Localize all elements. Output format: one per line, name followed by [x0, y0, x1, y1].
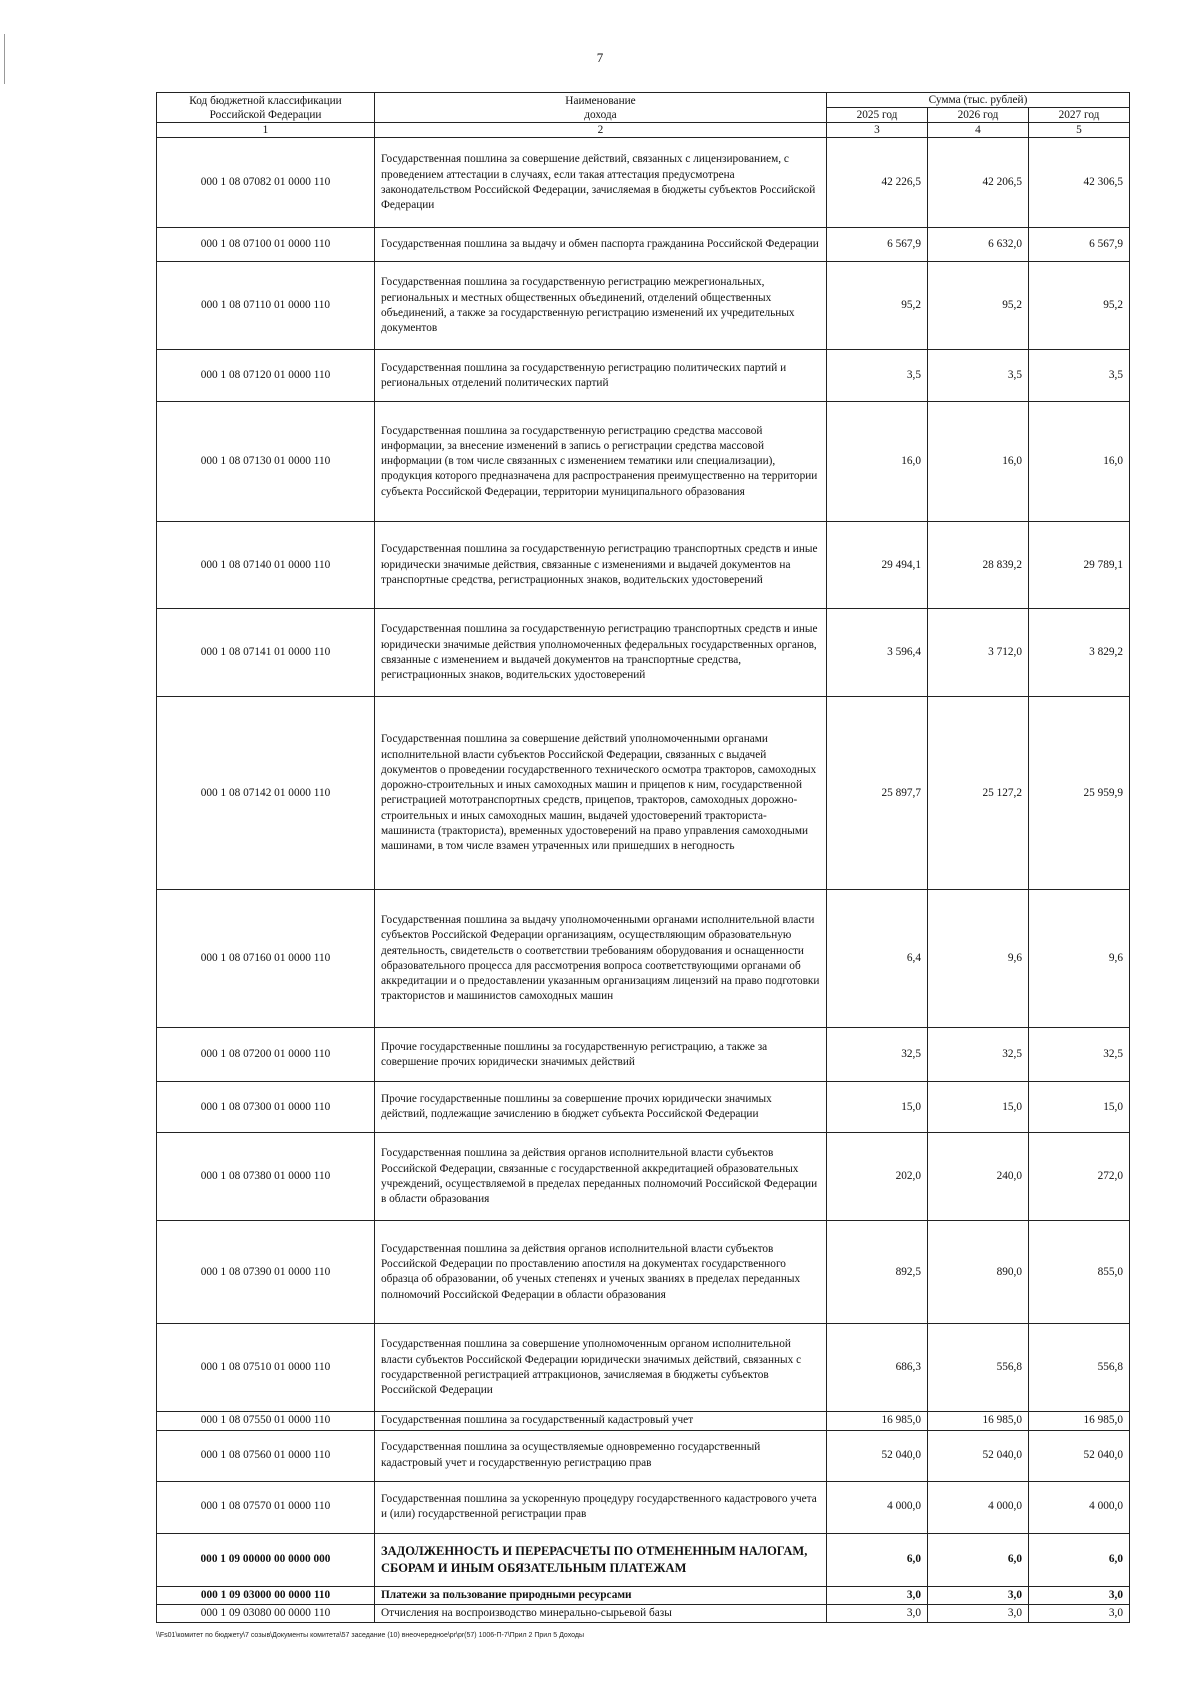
row-value-2027: 29 789,1	[1029, 522, 1130, 609]
row-code: 000 1 08 07510 01 0000 110	[157, 1324, 375, 1412]
row-code: 000 1 08 07300 01 0000 110	[157, 1082, 375, 1133]
row-name: Государственная пошлина за государственную регистрацию межрегиональных, региональных и местных общественных объединений, отделений общественных объединений, а также за государственную регистрацию изменений их учредительных документов	[375, 262, 827, 350]
row-name: Государственная пошлина за совершение действий, связанных с лицензированием, с проведением аттестации в случаях, если такая аттестация предусмотрена законодательством Российской Федерации, зачисляемая в бюджеты субъектов Российской Федерации	[375, 138, 827, 228]
table-row	[157, 697, 1130, 890]
row-code: 000 1 08 07570 01 0000 110	[157, 1481, 375, 1533]
row-value-2025: 892,5	[827, 1221, 928, 1324]
row-code: 000 1 08 07160 01 0000 110	[157, 890, 375, 1028]
row-name: Государственная пошлина за совершение уполномоченным органом исполнительной власти субъектов Российской Федерации юридически значимых действий, связанных с государственной регистрацией аттракционов, зачисляемая в бюджеты субъектов Российской Федерации	[375, 1324, 827, 1412]
row-value-2027: 15,0	[1029, 1082, 1130, 1133]
table-row	[157, 1412, 1130, 1430]
row-code: 000 1 08 07380 01 0000 110	[157, 1133, 375, 1221]
row-value-2025: 42 226,5	[827, 138, 928, 228]
row-value-2027: 3,0	[1029, 1604, 1130, 1622]
column-number-4: 4	[928, 123, 1029, 138]
row-value-2027: 3 829,2	[1029, 609, 1130, 697]
table-row	[157, 1028, 1130, 1082]
row-value-2025: 6 567,9	[827, 228, 928, 262]
row-code: 000 1 08 07550 01 0000 110	[157, 1412, 375, 1430]
row-value-2025: 52 040,0	[827, 1430, 928, 1481]
row-code: 000 1 09 03000 00 0000 110	[157, 1586, 375, 1604]
row-value-2025: 3,0	[827, 1604, 928, 1622]
row-value-2027: 272,0	[1029, 1133, 1130, 1221]
header-name	[375, 93, 827, 123]
row-name: Государственная пошлина за государственную регистрацию транспортных средств и иные юридически значимые действия, связанные с изменениями и выдачей документов на транспортные средства, регистрационных знаков, водительских удостоверений	[375, 522, 827, 609]
row-name: ЗАДОЛЖЕННОСТЬ И ПЕРЕРАСЧЕТЫ ПО ОТМЕНЕННЫМ НАЛОГАМ, СБОРАМ И ИНЫМ ОБЯЗАТЕЛЬНЫМ ПЛАТЕЖАМ	[375, 1533, 827, 1586]
row-name: Государственная пошлина за выдачу уполномоченными органами исполнительной власти субъектов Российской Федерации организациям, осуществляющим образовательную деятельность, свидетельств о соответствии требованиям оборудования и оснащенности образовательного процесса для рассмотрения вопроса соответствующими органами об аккредитации и о предоставлении указанным организациям лицензий на право подготовки трактористов и машинистов самоходных машин	[375, 890, 827, 1028]
header-year-2026: 2026 год	[928, 108, 1029, 123]
row-value-2026: 95,2	[928, 262, 1029, 350]
row-code: 000 1 08 07140 01 0000 110	[157, 522, 375, 609]
row-code: 000 1 09 03080 00 0000 110	[157, 1604, 375, 1622]
row-value-2027: 556,8	[1029, 1324, 1130, 1412]
row-value-2026: 3 712,0	[928, 609, 1029, 697]
table-row	[157, 350, 1130, 402]
header-sum: Сумма (тыс. рублей)	[827, 93, 1130, 108]
row-value-2025: 25 897,7	[827, 697, 928, 890]
row-name: Государственная пошлина за государственную регистрацию средства массовой информации, за внесение изменений в запись о регистрации средства массовой информации (в том числе связанных с изменением тематики или специализации), продукция которого предназначена для распространения преимущественно на территории субъекта Российской Федерации, территории муниципального образования	[375, 402, 827, 522]
row-name: Государственная пошлина за государственный кадастровый учет	[375, 1412, 827, 1430]
row-value-2027: 16,0	[1029, 402, 1130, 522]
row-value-2027: 95,2	[1029, 262, 1130, 350]
header-name-line2: дохода	[584, 108, 617, 121]
row-value-2026: 52 040,0	[928, 1430, 1029, 1481]
header-code: Код бюджетной классификации Российской Федерации	[157, 93, 375, 123]
row-value-2026: 890,0	[928, 1221, 1029, 1324]
table-row	[157, 609, 1130, 697]
row-value-2026: 9,6	[928, 890, 1029, 1028]
table-row	[157, 1481, 1130, 1533]
table-row	[157, 890, 1130, 1028]
row-value-2025: 3 596,4	[827, 609, 928, 697]
column-number-3: 3	[827, 123, 928, 138]
row-value-2025: 16 985,0	[827, 1412, 928, 1430]
row-value-2027: 9,6	[1029, 890, 1130, 1028]
row-code: 000 1 08 07200 01 0000 110	[157, 1028, 375, 1082]
row-value-2027: 3,5	[1029, 350, 1130, 402]
row-name: Государственная пошлина за ускоренную процедуру государственного кадастрового учета и (или) государственной регистрации прав	[375, 1481, 827, 1533]
column-number-5: 5	[1029, 123, 1130, 138]
footer-file-path: \\Fs01\комитет по бюджету\7 созыв\Документы комитета\57 заседание (10) внеочередное\pr\pr(57) 1006-П-7\Прил 2 Прил 5 Доходы	[156, 1632, 584, 1639]
table-row	[157, 522, 1130, 609]
row-code: 000 1 08 07130 01 0000 110	[157, 402, 375, 522]
row-value-2027: 855,0	[1029, 1221, 1130, 1324]
row-value-2026: 3,0	[928, 1604, 1029, 1622]
row-code: 000 1 08 07141 01 0000 110	[157, 609, 375, 697]
table-row	[157, 1533, 1130, 1586]
row-value-2025: 95,2	[827, 262, 928, 350]
row-value-2026: 28 839,2	[928, 522, 1029, 609]
row-code: 000 1 08 07390 01 0000 110	[157, 1221, 375, 1324]
row-value-2026: 16 985,0	[928, 1412, 1029, 1430]
row-value-2025: 15,0	[827, 1082, 928, 1133]
header-year-2025: 2025 год	[827, 108, 928, 123]
row-value-2025: 6,0	[827, 1533, 928, 1586]
row-value-2025: 29 494,1	[827, 522, 928, 609]
row-value-2025: 32,5	[827, 1028, 928, 1082]
row-name: Прочие государственные пошлины за государственную регистрацию, а также за совершение прочих юридически значимых действий	[375, 1028, 827, 1082]
row-code: 000 1 08 07110 01 0000 110	[157, 262, 375, 350]
row-value-2025: 4 000,0	[827, 1481, 928, 1533]
page-number: 7	[596, 50, 604, 65]
table-row	[157, 1133, 1130, 1221]
row-value-2027: 6,0	[1029, 1533, 1130, 1586]
revenue-table	[156, 92, 1130, 1623]
row-value-2025: 16,0	[827, 402, 928, 522]
row-code: 000 1 08 07560 01 0000 110	[157, 1430, 375, 1481]
table-row	[157, 1082, 1130, 1133]
header-name-line1: Наименование	[565, 94, 636, 107]
row-value-2026: 6 632,0	[928, 228, 1029, 262]
table-row	[157, 228, 1130, 262]
row-name: Государственная пошлина за действия органов исполнительной власти субъектов Российской Федерации по проставлению апостиля на документах государственного образца об образовании, об ученых степенях и ученых званиях в пределах переданных полномочий Российской Федерации в области образования	[375, 1221, 827, 1324]
row-code: 000 1 08 07082 01 0000 110	[157, 138, 375, 228]
row-value-2026: 15,0	[928, 1082, 1029, 1133]
row-value-2026: 4 000,0	[928, 1481, 1029, 1533]
table-row	[157, 1221, 1130, 1324]
row-name: Государственная пошлина за совершение действий уполномоченными органами исполнительной власти субъектов Российской Федерации, связанных с выдачей документов о проведении государственного технического осмотра тракторов, самоходных дорожно-строительных и иных самоходных машин и прицепов к ним, государственной регистрацией мототранспортных средств, прицепов, тракторов, самоходных дорожно-строительных и иных самоходных машин, выдачей удостоверений тракториста-машиниста (тракториста), временных удостоверений на право управления самоходными машинами, в том числе взамен утраченных или пришедших в негодность	[375, 697, 827, 890]
column-number-2: 2	[375, 123, 827, 138]
row-name: Отчисления на воспроизводство минерально-сырьевой базы	[375, 1604, 827, 1622]
row-name: Платежи за пользование природными ресурсами	[375, 1586, 827, 1604]
row-code: 000 1 08 07100 01 0000 110	[157, 228, 375, 262]
row-name: Прочие государственные пошлины за совершение прочих юридически значимых действий, подлежащие зачислению в бюджет субъекта Российской Федерации	[375, 1082, 827, 1133]
row-value-2025: 686,3	[827, 1324, 928, 1412]
row-value-2026: 6,0	[928, 1533, 1029, 1586]
row-name: Государственная пошлина за осуществляемые одновременно государственный кадастровый учет и государственную регистрацию прав	[375, 1430, 827, 1481]
row-value-2027: 4 000,0	[1029, 1481, 1130, 1533]
row-code: 000 1 08 07142 01 0000 110	[157, 697, 375, 890]
row-value-2027: 52 040,0	[1029, 1430, 1130, 1481]
row-value-2027: 16 985,0	[1029, 1412, 1130, 1430]
row-value-2027: 25 959,9	[1029, 697, 1130, 890]
header-year-2027: 2027 год	[1029, 108, 1130, 123]
table-row	[157, 1324, 1130, 1412]
row-value-2026: 556,8	[928, 1324, 1029, 1412]
row-value-2027: 6 567,9	[1029, 228, 1130, 262]
table-row	[157, 262, 1130, 350]
row-name: Государственная пошлина за государственную регистрацию политических партий и региональных отделений политических партий	[375, 350, 827, 402]
row-name: Государственная пошлина за действия органов исполнительной власти субъектов Российской Федерации, связанные с государственной аккредитацией образовательных учреждений, осуществляемой в пределах переданных полномочий Российской Федерации в области образования	[375, 1133, 827, 1221]
row-value-2025: 6,4	[827, 890, 928, 1028]
row-name: Государственная пошлина за выдачу и обмен паспорта гражданина Российской Федерации	[375, 228, 827, 262]
row-name: Государственная пошлина за государственную регистрацию транспортных средств и иные юридически значимые действия уполномоченных федеральных государственных органов, связанные с изменением и выдачей документов на транспортные средства, регистрационных знаков, водительских удостоверений	[375, 609, 827, 697]
table-row	[157, 1586, 1130, 1604]
row-value-2026: 3,5	[928, 350, 1029, 402]
table-row	[157, 1430, 1130, 1481]
row-value-2026: 42 206,5	[928, 138, 1029, 228]
row-value-2026: 32,5	[928, 1028, 1029, 1082]
row-value-2026: 25 127,2	[928, 697, 1029, 890]
column-number-1: 1	[157, 123, 375, 138]
row-value-2027: 42 306,5	[1029, 138, 1130, 228]
row-value-2025: 202,0	[827, 1133, 928, 1221]
row-value-2025: 3,5	[827, 350, 928, 402]
row-value-2025: 3,0	[827, 1586, 928, 1604]
table-row	[157, 1604, 1130, 1622]
row-value-2026: 240,0	[928, 1133, 1029, 1221]
row-value-2026: 16,0	[928, 402, 1029, 522]
row-value-2027: 3,0	[1029, 1586, 1130, 1604]
row-value-2027: 32,5	[1029, 1028, 1130, 1082]
table-row	[157, 138, 1130, 228]
row-value-2026: 3,0	[928, 1586, 1029, 1604]
table-row	[157, 402, 1130, 522]
row-code: 000 1 09 00000 00 0000 000	[157, 1533, 375, 1586]
row-code: 000 1 08 07120 01 0000 110	[157, 350, 375, 402]
